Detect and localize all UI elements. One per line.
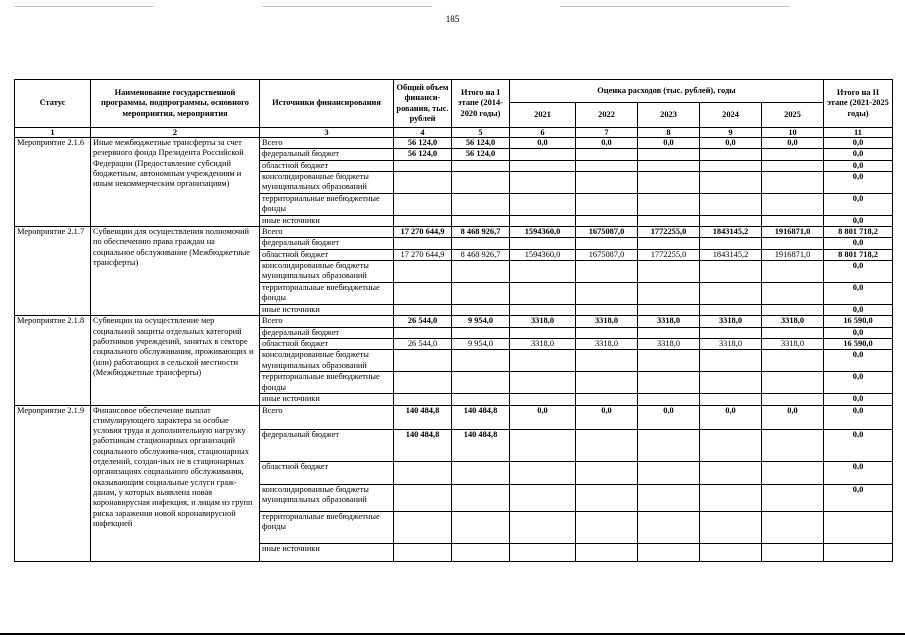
stage1-amount: 56 124,0 [452,138,510,149]
stage1-amount [452,461,510,484]
header-name: Наименование государственной программы, подпрограммы, основного мероприятия, мероприятия [91,80,260,128]
column-number: 11 [824,128,893,138]
year-amount: 3318,0 [762,338,824,349]
stage1-amount [452,283,510,305]
year-amount [762,484,824,511]
total-amount: 56 124,0 [394,149,452,160]
year-amount [762,305,824,316]
stage2-amount: 16 590,0 [824,338,893,349]
column-number: 10 [762,128,824,138]
column-number: 9 [700,128,762,138]
funding-source: консолидированные бюджеты муниципальных образований [260,171,394,193]
year-amount [576,484,638,511]
year-amount: 0,0 [762,405,824,429]
total-amount [394,543,452,561]
stage2-amount: 0,0 [824,350,893,372]
total-amount [394,261,452,283]
year-amount: 0,0 [700,405,762,429]
total-amount: 26 544,0 [394,338,452,349]
total-amount [394,238,452,249]
stage2-amount: 0,0 [824,394,893,405]
year-amount [762,149,824,160]
total-amount [394,327,452,338]
measure-status: Мероприятие 2.1.7 [15,227,91,316]
year-amount [576,350,638,372]
year-amount [762,215,824,226]
funding-source: Всего [260,316,394,327]
year-amount [700,429,762,461]
year-amount [700,149,762,160]
funding-source: областной бюджет [260,160,394,171]
year-amount [700,511,762,543]
total-amount [394,461,452,484]
year-amount [510,215,576,226]
stage2-amount: 16 590,0 [824,316,893,327]
year-amount [762,461,824,484]
stage2-amount: 0,0 [824,327,893,338]
table-row [15,138,893,149]
measure-name: Финансовое обеспечение выплат стимулирующего характера за особые условия труда и дополнительную нагрузку работникам стационарных организаций социального обслужива-ния, стационарных отделений, создан-ных не в стационарных организациях социального обслуживания, оказывающим социальные услуги граж-данам, у которых выявлена новая коронавирусная инфекция, и лицам из групп риска заражения новой коронавирусной инфекцией [91,405,260,561]
year-amount [510,283,576,305]
year-amount [576,372,638,394]
year-amount [638,283,700,305]
year-amount [762,193,824,215]
total-amount [394,305,452,316]
year-amount [638,149,700,160]
column-number: 7 [576,128,638,138]
year-amount: 3318,0 [700,316,762,327]
stage2-amount: 0,0 [824,461,893,484]
top-rule-right [560,6,790,7]
measure-status: Мероприятие 2.1.9 [15,405,91,561]
stage1-amount: 140 484,8 [452,429,510,461]
table-row [15,227,893,238]
stage2-amount: 0,0 [824,405,893,429]
column-number: 4 [394,128,452,138]
year-amount: 1916871,0 [762,249,824,260]
year-amount [510,543,576,561]
year-amount [510,160,576,171]
year-amount: 0,0 [762,138,824,149]
column-number-row [15,128,893,138]
year-amount [638,327,700,338]
year-amount [638,238,700,249]
column-number: 3 [260,128,394,138]
year-amount [700,283,762,305]
year-amount [638,171,700,193]
year-amount [700,327,762,338]
year-amount [510,461,576,484]
stage2-amount: 0,0 [824,283,893,305]
page-number: 185 [445,14,460,24]
header-sources: Источники финансирования [260,80,394,128]
year-amount [700,372,762,394]
stage1-amount [452,372,510,394]
year-amount [576,429,638,461]
funding-source: Всего [260,138,394,149]
year-amount: 1772255,0 [638,249,700,260]
year-amount: 1843145,2 [700,227,762,238]
measure-name: Иные межбюджетные трансферты за счет резервного фонда Президента Российской Федерации (Предоставление субсидий бюджетным, автономным учреждениям и иным некоммерческим организациям) [91,138,260,227]
bottom-rule [0,633,905,635]
funding-source: иные источники [260,543,394,561]
year-amount [700,238,762,249]
year-amount: 1675087,0 [576,227,638,238]
year-amount [510,350,576,372]
year-amount: 3318,0 [510,338,576,349]
year-amount [510,429,576,461]
header-estimate: Оценка расходов (тыс. рублей), годы [510,80,824,103]
funding-source: территориальные внебюджетные фонды [260,193,394,215]
column-number: 1 [15,128,91,138]
stage1-amount [452,238,510,249]
year-amount [510,305,576,316]
total-amount: 17 270 644,9 [394,227,452,238]
stage2-amount: 0,0 [824,193,893,215]
year-amount: 0,0 [576,138,638,149]
year-amount [576,283,638,305]
header-total: Общий объем финанси-рования, тыс. рублей [394,80,452,128]
year-amount [510,372,576,394]
header-year: 2025 [762,103,824,128]
year-amount: 1916871,0 [762,227,824,238]
total-amount: 140 484,8 [394,405,452,429]
year-amount [576,193,638,215]
year-amount [638,484,700,511]
header-year: 2024 [700,103,762,128]
year-amount: 3318,0 [576,338,638,349]
financing-table [14,79,893,562]
year-amount [638,511,700,543]
top-rule-left [14,6,154,7]
year-amount: 0,0 [638,405,700,429]
table-body [15,128,893,562]
year-amount [700,171,762,193]
table-row [15,316,893,327]
funding-source: федеральный бюджет [260,238,394,249]
column-number: 8 [638,128,700,138]
stage1-amount [452,394,510,405]
funding-source: консолидированные бюджеты муниципальных образований [260,261,394,283]
header-stage2: Итого на II этапе (2021-2025 годы) [824,80,893,128]
year-amount [576,160,638,171]
stage2-amount [824,511,893,543]
year-amount [576,327,638,338]
year-amount [638,215,700,226]
funding-source: территориальные внебюджетные фонды [260,372,394,394]
year-amount [762,171,824,193]
year-amount: 3318,0 [576,316,638,327]
year-amount [510,484,576,511]
year-amount [700,305,762,316]
header-year: 2021 [510,103,576,128]
header-status: Статус [15,80,91,128]
stage1-amount: 9 954,0 [452,338,510,349]
stage2-amount: 0,0 [824,261,893,283]
year-amount [700,543,762,561]
year-amount: 3318,0 [638,338,700,349]
year-amount [700,160,762,171]
stage1-amount: 9 954,0 [452,316,510,327]
year-amount [576,171,638,193]
year-amount: 0,0 [576,405,638,429]
stage1-amount [452,543,510,561]
year-amount [510,171,576,193]
stage1-amount [452,305,510,316]
year-amount [700,461,762,484]
total-amount [394,160,452,171]
stage1-amount [452,171,510,193]
stage2-amount: 0,0 [824,215,893,226]
year-amount [762,394,824,405]
year-amount [638,372,700,394]
total-amount [394,372,452,394]
funding-source: областной бюджет [260,461,394,484]
year-amount: 1675087,0 [576,249,638,260]
funding-source: иные источники [260,394,394,405]
stage1-amount [452,193,510,215]
year-amount [510,238,576,249]
year-amount: 3318,0 [700,338,762,349]
year-amount: 1594360,0 [510,249,576,260]
total-amount [394,215,452,226]
year-amount: 1594360,0 [510,227,576,238]
year-amount [762,283,824,305]
total-amount [394,193,452,215]
year-amount [576,461,638,484]
year-amount: 1843145,2 [700,249,762,260]
year-amount [510,193,576,215]
stage2-amount: 0,0 [824,149,893,160]
funding-source: Всего [260,227,394,238]
stage1-amount [452,160,510,171]
stage1-amount: 140 484,8 [452,405,510,429]
year-amount [576,511,638,543]
stage2-amount: 0,0 [824,429,893,461]
year-amount: 3318,0 [638,316,700,327]
total-amount: 26 544,0 [394,316,452,327]
stage2-amount: 0,0 [824,138,893,149]
year-amount [762,238,824,249]
year-amount [762,511,824,543]
stage2-amount [824,543,893,561]
year-amount [638,261,700,283]
funding-source: территориальные внебюджетные фонды [260,511,394,543]
year-amount: 3318,0 [762,316,824,327]
year-amount [762,429,824,461]
header-year: 2022 [576,103,638,128]
stage2-amount: 0,0 [824,484,893,511]
top-rule-mid [262,6,432,7]
year-amount [700,261,762,283]
year-amount [576,543,638,561]
total-amount [394,511,452,543]
year-amount [762,160,824,171]
measure-status: Мероприятие 2.1.8 [15,316,91,405]
year-amount [762,372,824,394]
stage2-amount: 8 801 718,2 [824,227,893,238]
year-amount: 1772255,0 [638,227,700,238]
funding-source: иные источники [260,215,394,226]
year-amount: 0,0 [510,405,576,429]
total-amount [394,484,452,511]
year-amount: 3318,0 [510,316,576,327]
year-amount [638,461,700,484]
year-amount [510,394,576,405]
funding-source: федеральный бюджет [260,327,394,338]
year-amount [576,149,638,160]
funding-source: территориальные внебюджетные фонды [260,283,394,305]
year-amount [638,160,700,171]
funding-source: консолидированные бюджеты муниципальных образований [260,484,394,511]
funding-source: федеральный бюджет [260,429,394,461]
year-amount [510,511,576,543]
funding-source: иные источники [260,305,394,316]
year-amount [510,149,576,160]
measure-name: Субвенции на осуществление мер социальной защиты отдельных категорий работников учреждений, занятых в секторе социального обслуживания, проживающих и (или) работающих в сельской местности (Межбюджетные трансферты) [91,316,260,405]
stage1-amount: 8 468 926,7 [452,249,510,260]
stage1-amount: 8 468 926,7 [452,227,510,238]
year-amount [638,350,700,372]
funding-source: консолидированные бюджеты муниципальных образований [260,350,394,372]
year-amount [576,305,638,316]
year-amount [700,215,762,226]
funding-source: областной бюджет [260,249,394,260]
year-amount: 0,0 [700,138,762,149]
year-amount [700,394,762,405]
year-amount [762,543,824,561]
year-amount [576,394,638,405]
total-amount [394,171,452,193]
year-amount [510,261,576,283]
total-amount: 56 124,0 [394,138,452,149]
year-amount [576,238,638,249]
stage1-amount [452,350,510,372]
total-amount [394,394,452,405]
stage1-amount [452,511,510,543]
year-amount [576,261,638,283]
header-year: 2023 [638,103,700,128]
year-amount [762,350,824,372]
column-number: 6 [510,128,576,138]
stage2-amount: 0,0 [824,305,893,316]
column-number: 2 [91,128,260,138]
funding-source: федеральный бюджет [260,149,394,160]
total-amount: 140 484,8 [394,429,452,461]
year-amount [576,215,638,226]
funding-source: областной бюджет [260,338,394,349]
stage1-amount: 56 124,0 [452,149,510,160]
year-amount [762,261,824,283]
total-amount [394,350,452,372]
year-amount: 0,0 [510,138,576,149]
year-amount: 0,0 [638,138,700,149]
measure-status: Мероприятие 2.1.6 [15,138,91,227]
year-amount [700,350,762,372]
measure-name: Субвенции для осуществления полномочий по обеспечению права граждан на социальное обслуживание (Межбюджетные трансферты) [91,227,260,316]
column-number: 5 [452,128,510,138]
stage1-amount [452,215,510,226]
stage1-amount [452,327,510,338]
stage2-amount: 0,0 [824,372,893,394]
funding-source: Всего [260,405,394,429]
table-row [15,405,893,429]
stage1-amount [452,484,510,511]
stage2-amount: 8 801 718,2 [824,249,893,260]
year-amount [638,394,700,405]
year-amount [700,193,762,215]
year-amount [638,543,700,561]
total-amount [394,283,452,305]
year-amount [700,484,762,511]
year-amount [762,327,824,338]
stage2-amount: 0,0 [824,171,893,193]
year-amount [510,327,576,338]
year-amount [638,193,700,215]
stage2-amount: 0,0 [824,160,893,171]
stage2-amount: 0,0 [824,238,893,249]
total-amount: 17 270 644,9 [394,249,452,260]
year-amount [638,429,700,461]
stage1-amount [452,261,510,283]
year-amount [638,305,700,316]
header-stage1: Итого на I этапе (2014-2020 годы) [452,80,510,128]
